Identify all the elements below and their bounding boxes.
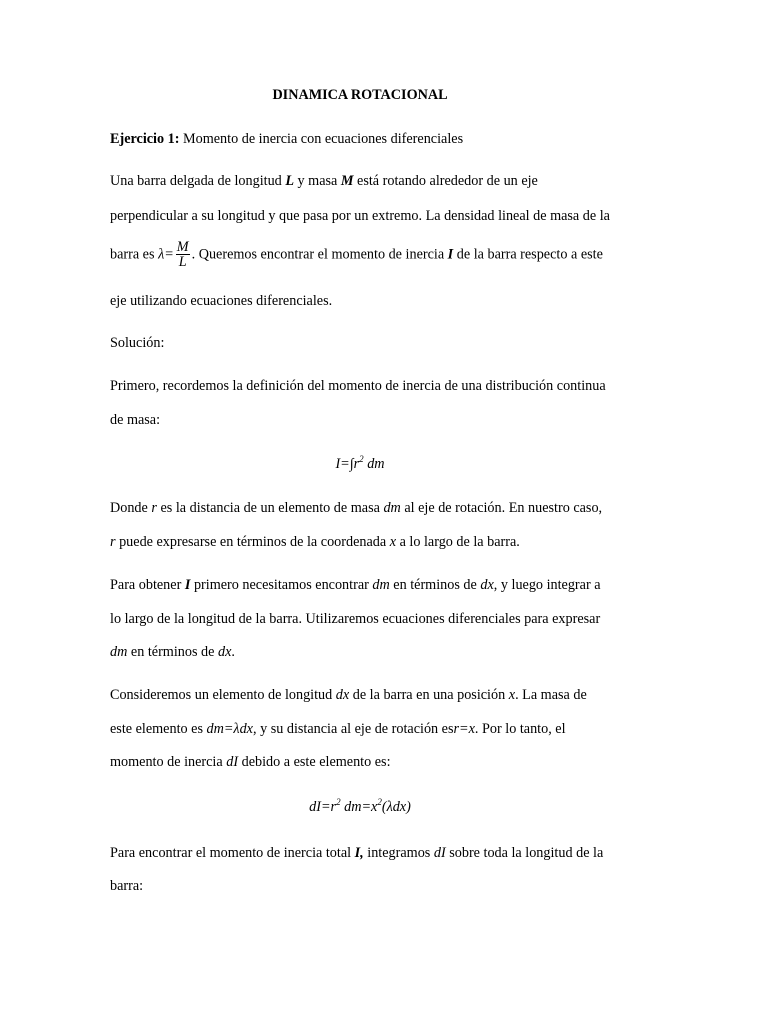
text: Donde — [110, 500, 152, 516]
fraction-m-over-l — [176, 240, 190, 269]
paragraph-5-line-1 — [110, 686, 587, 704]
paragraph-5-line-3 — [110, 753, 391, 771]
text: Para obtener — [110, 577, 185, 593]
paragraph-2-line-1: Primero, recordemos la definición del momento de inercia de una distribución continua — [110, 378, 606, 394]
paragraph-6-line-2: barra: — [110, 878, 144, 894]
paragraph-6-line-1 — [110, 844, 603, 862]
text: , y su distancia al eje de rotación es — [252, 721, 454, 737]
eq-exponent: 2 — [359, 454, 364, 464]
document-title: DINAMICA ROTACIONAL — [272, 87, 448, 103]
text: integramos — [363, 845, 434, 861]
text: sobre toda la longitud de la — [445, 845, 604, 861]
eq-r-x: r=x — [453, 721, 475, 737]
eq-part: dI=r — [309, 799, 337, 815]
text: en términos de — [127, 644, 218, 660]
paragraph-4-line-2: lo largo de la longitud de la barra. Utilizaremos ecuaciones diferenciales para expresar — [110, 611, 601, 627]
var-r: r — [151, 500, 157, 516]
text: Para encontrar el momento de inercia total — [110, 845, 355, 861]
text: barra es — [110, 246, 159, 263]
text: de la barra respecto a este — [453, 246, 603, 263]
fraction-numerator: M — [176, 239, 189, 255]
eq-part: (λdx) — [381, 799, 411, 815]
var-dx: dx — [217, 644, 232, 660]
text: de la barra en una posición — [349, 687, 509, 703]
text: Una barra delgada de longitud — [110, 173, 286, 189]
var-dx: dx — [335, 687, 350, 703]
text: puede expresarse en términos de la coordenada — [115, 534, 390, 550]
var-dI: dI — [226, 754, 239, 770]
text: , y luego integrar a — [493, 577, 601, 593]
var-I: I — [447, 246, 454, 263]
var-L: L — [285, 173, 294, 189]
paragraph-1-line-3 — [110, 240, 603, 269]
solution-label: Solución: — [110, 335, 165, 351]
eq-part: dm=x — [340, 799, 378, 815]
text: . Queremos encontrar el momento de inercia — [191, 246, 448, 263]
text: primero necesitamos encontrar — [190, 577, 373, 593]
var-dx: dx — [480, 577, 494, 593]
text: . — [231, 644, 235, 660]
var-dm: dm — [383, 500, 401, 516]
var-r: r — [110, 534, 116, 550]
text: es la distancia de un elemento de masa — [156, 500, 384, 516]
text: al eje de rotación. En nuestro caso, — [400, 500, 603, 516]
var-M: M — [340, 173, 354, 189]
lambda-symbol: λ= — [158, 246, 174, 263]
paragraph-4-line-1 — [110, 576, 601, 594]
paragraph-3-line-2 — [110, 533, 520, 551]
paragraph-2-line-2: de masa: — [110, 412, 161, 428]
text: este elemento es — [110, 721, 207, 737]
paragraph-1-line-2: perpendicular a su longitud y que pasa por un extremo. La densidad lineal de masa de la — [110, 208, 610, 224]
var-dI: dI — [433, 845, 446, 861]
equation-moment-definition — [0, 455, 720, 473]
paragraph-3-line-1 — [110, 499, 602, 517]
var-I: I — [184, 577, 191, 593]
var-dm: dm — [110, 644, 128, 660]
eq-dm-lambda-dx: dm=λdx — [206, 721, 253, 737]
text: está rotando alrededor de un eje — [353, 173, 538, 189]
eq-exponent: 2 — [336, 797, 341, 807]
var-x: x — [389, 534, 397, 550]
exercise-heading — [110, 130, 463, 148]
text: y masa — [293, 173, 341, 189]
eq-part: dm — [363, 456, 385, 472]
var-x: x — [508, 687, 516, 703]
text: . La masa de — [515, 687, 587, 703]
exercise-topic: Momento de inercia con ecuaciones diferenciales — [183, 131, 464, 147]
text: Consideremos un elemento de longitud — [110, 687, 336, 703]
var-dm: dm — [372, 577, 390, 593]
equation-dI — [0, 798, 720, 816]
paragraph-4-line-3 — [110, 643, 235, 661]
eq-exponent: 2 — [377, 797, 382, 807]
fraction-denominator: L — [178, 254, 187, 270]
text: a lo largo de la barra. — [396, 534, 520, 550]
eq-part: I=∫r — [335, 456, 360, 472]
text: en términos de — [389, 577, 481, 593]
paragraph-1-line-4: eje utilizando ecuaciones diferenciales. — [110, 293, 333, 309]
text: debido a este elemento es: — [238, 754, 391, 770]
text: momento de inercia — [110, 754, 227, 770]
text: . Por lo tanto, el — [474, 721, 566, 737]
paragraph-1-line-1 — [110, 172, 538, 190]
var-I: I, — [354, 845, 364, 861]
exercise-label: Ejercicio 1: — [110, 131, 180, 147]
paragraph-5-line-2 — [110, 720, 566, 738]
